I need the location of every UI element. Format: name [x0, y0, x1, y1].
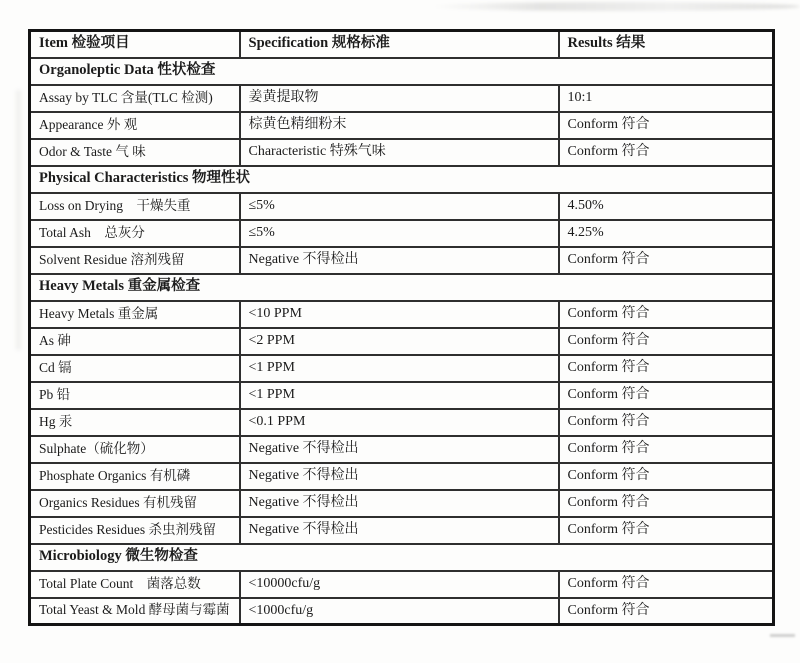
spec-cell: 姜黄提取物	[240, 85, 559, 112]
table-row	[30, 301, 774, 328]
item-cell: Total Plate Count 菌落总数	[30, 571, 240, 598]
scan-artifact-top	[430, 2, 800, 11]
result-cell: Conform 符合	[559, 301, 774, 328]
scan-artifact-left	[16, 90, 21, 350]
table-row	[30, 463, 774, 490]
table-row	[30, 112, 774, 139]
result-cell: Conform 符合	[559, 409, 774, 436]
spec-cell: Negative 不得检出	[240, 517, 559, 544]
result-cell: Conform 符合	[559, 328, 774, 355]
table-row	[30, 355, 774, 382]
table-row	[30, 139, 774, 166]
spec-cell: Negative 不得检出	[240, 436, 559, 463]
result-cell: Conform 符合	[559, 463, 774, 490]
section-title: Heavy Metals 重金属检查	[30, 274, 774, 301]
item-cell: Odor & Taste 气 味	[30, 139, 240, 166]
table-row	[30, 220, 774, 247]
item-cell: Phosphate Organics 有机磷	[30, 463, 240, 490]
item-cell: Total Yeast & Mold 酵母菌与霉菌	[30, 598, 240, 625]
spec-cell: <1 PPM	[240, 382, 559, 409]
spec-cell: Negative 不得检出	[240, 247, 559, 274]
header-row	[30, 31, 774, 58]
spec-cell: Negative 不得检出	[240, 490, 559, 517]
item-cell: Organics Residues 有机残留	[30, 490, 240, 517]
result-cell: Conform 符合	[559, 247, 774, 274]
item-cell: Solvent Residue 溶剂残留	[30, 247, 240, 274]
table-row	[30, 598, 774, 625]
section-row-microbiology	[30, 544, 774, 571]
result-cell: Conform 符合	[559, 382, 774, 409]
result-cell: Conform 符合	[559, 112, 774, 139]
table-row	[30, 193, 774, 220]
item-cell: Sulphate（硫化物）	[30, 436, 240, 463]
table-row	[30, 85, 774, 112]
result-cell: Conform 符合	[559, 490, 774, 517]
scan-artifact-bottom	[770, 634, 795, 637]
section-title: Organoleptic Data 性状检查	[30, 58, 774, 85]
column-header-item: Item 检验项目	[30, 31, 240, 58]
item-cell: Heavy Metals 重金属	[30, 301, 240, 328]
qc-spec-table	[28, 29, 775, 626]
section-row-organoleptic	[30, 58, 774, 85]
result-cell: Conform 符合	[559, 139, 774, 166]
table-row	[30, 517, 774, 544]
item-cell: Hg 汞	[30, 409, 240, 436]
item-cell: As 砷	[30, 328, 240, 355]
section-title: Physical Characteristics 物理性状	[30, 166, 774, 193]
section-row-heavy-metals	[30, 274, 774, 301]
table-row	[30, 571, 774, 598]
column-header-results: Results 结果	[559, 31, 774, 58]
section-row-physical	[30, 166, 774, 193]
result-cell: Conform 符合	[559, 571, 774, 598]
result-cell: Conform 符合	[559, 355, 774, 382]
result-cell: Conform 符合	[559, 598, 774, 625]
result-cell: Conform 符合	[559, 517, 774, 544]
table-row	[30, 409, 774, 436]
spec-cell: <1 PPM	[240, 355, 559, 382]
item-cell: Appearance 外 观	[30, 112, 240, 139]
item-cell: Cd 镉	[30, 355, 240, 382]
result-cell: 10:1	[559, 85, 774, 112]
spec-cell: ≤5%	[240, 193, 559, 220]
table-row	[30, 328, 774, 355]
spec-cell: ≤5%	[240, 220, 559, 247]
column-header-specification: Specification 规格标准	[240, 31, 559, 58]
spec-cell: <10000cfu/g	[240, 571, 559, 598]
spec-cell: <2 PPM	[240, 328, 559, 355]
spec-cell: Negative 不得检出	[240, 463, 559, 490]
result-cell: 4.25%	[559, 220, 774, 247]
item-cell: Assay by TLC 含量(TLC 检测)	[30, 85, 240, 112]
result-cell: Conform 符合	[559, 436, 774, 463]
spec-cell: 棕黄色精细粉末	[240, 112, 559, 139]
result-cell: 4.50%	[559, 193, 774, 220]
spec-cell: <10 PPM	[240, 301, 559, 328]
item-cell: Pesticides Residues 杀虫剂残留	[30, 517, 240, 544]
spec-cell: <0.1 PPM	[240, 409, 559, 436]
item-cell: Loss on Drying 干燥失重	[30, 193, 240, 220]
item-cell: Total Ash 总灰分	[30, 220, 240, 247]
table-row	[30, 382, 774, 409]
table-row	[30, 436, 774, 463]
item-cell: Pb 铅	[30, 382, 240, 409]
spec-cell: <1000cfu/g	[240, 598, 559, 625]
spec-cell: Characteristic 特殊气味	[240, 139, 559, 166]
table-row	[30, 490, 774, 517]
section-title: Microbiology 微生物检查	[30, 544, 774, 571]
table-row	[30, 247, 774, 274]
